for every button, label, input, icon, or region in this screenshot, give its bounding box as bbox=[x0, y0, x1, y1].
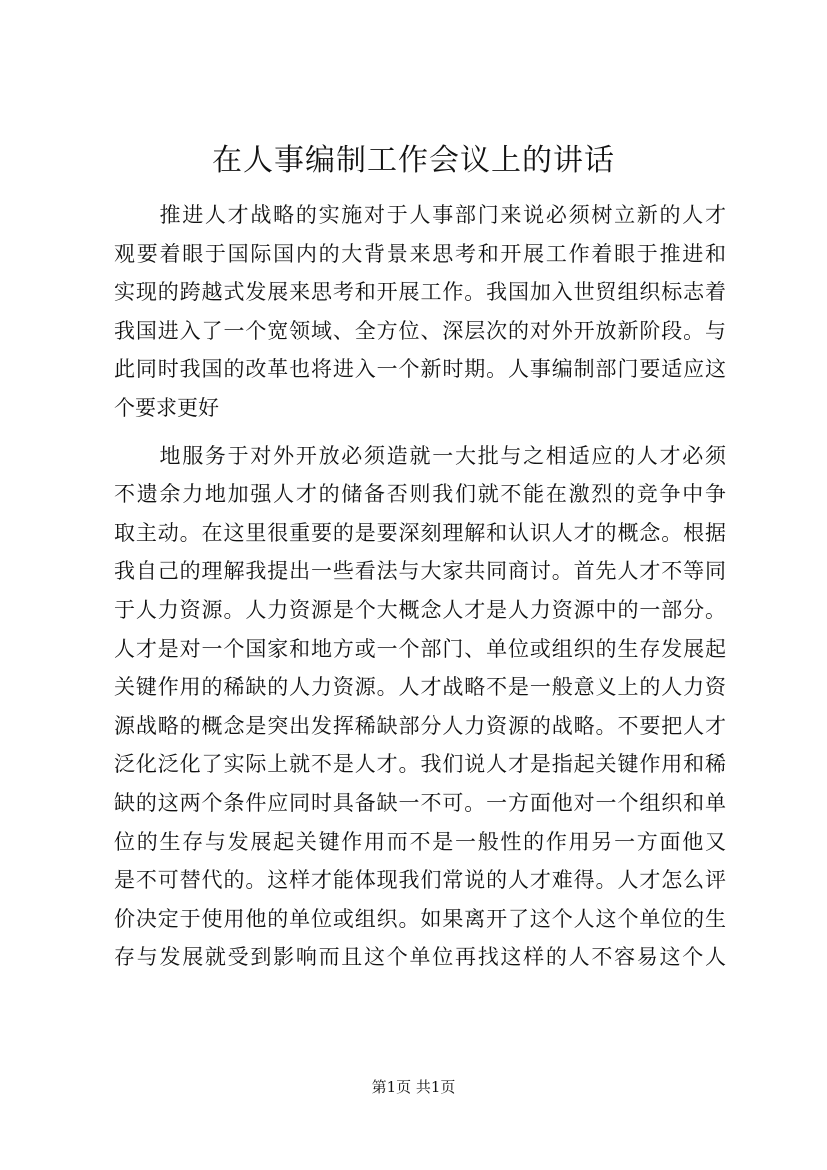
paragraph-line: 泛化泛化了实际上就不是人才。我们说人才是指起关键作用和稀 bbox=[114, 752, 726, 777]
paragraph-line: 价决定于使用他的单位或组织。如果离开了这个人这个单位的生 bbox=[114, 906, 726, 931]
paragraph-1 bbox=[114, 196, 726, 428]
paragraph-line: 存与发展就受到影响而且这个单位再找这样的人不容易这个人 bbox=[114, 945, 726, 970]
paragraph-line: 人才是对一个国家和地方或一个部门、单位或组织的生存发展起 bbox=[114, 636, 726, 661]
paragraph-line: 我国进入了一个宽领域、全方位、深层次的对外开放新阶段。与 bbox=[114, 318, 726, 343]
paragraph-gap bbox=[114, 428, 726, 437]
paragraph-line: 关键作用的稀缺的人力资源。人才战略不是一般意义上的人力资 bbox=[114, 675, 726, 700]
paragraph-line: 个要求更好 bbox=[114, 395, 219, 420]
paragraph-line: 取主动。在这里很重要的是要深刻理解和认识人才的概念。根据 bbox=[114, 520, 726, 545]
paragraph-2 bbox=[114, 437, 726, 977]
paragraph-line: 我自己的理解我提出一些看法与大家共同商讨。首先人才不等同 bbox=[114, 559, 726, 584]
paragraph-line: 位的生存与发展起关键作用而不是一般性的作用另一方面他又 bbox=[114, 829, 726, 854]
document-title: 在人事编制工作会议上的讲话 bbox=[212, 143, 615, 178]
paragraph-line: 实现的跨越式发展来思考和开展工作。我国加入世贸组织标志着 bbox=[114, 280, 726, 305]
paragraph-line: 不遗余力地加强人才的储备否则我们就不能在激烈的竞争中争 bbox=[114, 482, 726, 507]
paragraph-line: 此同时我国的改革也将进入一个新时期。人事编制部门要适应这 bbox=[114, 357, 726, 382]
paragraph-line: 观要着眼于国际国内的大背景来思考和开展工作着眼于推进和 bbox=[114, 241, 726, 266]
page-number-footer: 第1页 共1页 bbox=[371, 1078, 456, 1096]
paragraph-line: 推进人才战略的实施对于人事部门来说必须树立新的人才 bbox=[114, 203, 726, 227]
paragraph-line: 源战略的概念是突出发挥稀缺部分人力资源的战略。不要把人才 bbox=[114, 713, 726, 738]
document-body bbox=[114, 196, 726, 977]
paragraph-line: 缺的这两个条件应同时具备缺一不可。一方面他对一个组织和单 bbox=[114, 790, 726, 815]
paragraph-line: 地服务于对外开放必须造就一大批与之相适应的人才必须 bbox=[114, 443, 726, 468]
paragraph-line: 于人力资源。人力资源是个大概念人才是人力资源中的一部分。 bbox=[114, 597, 726, 622]
paragraph-line: 是不可替代的。这样才能体现我们常说的人才难得。人才怎么评 bbox=[114, 868, 726, 893]
